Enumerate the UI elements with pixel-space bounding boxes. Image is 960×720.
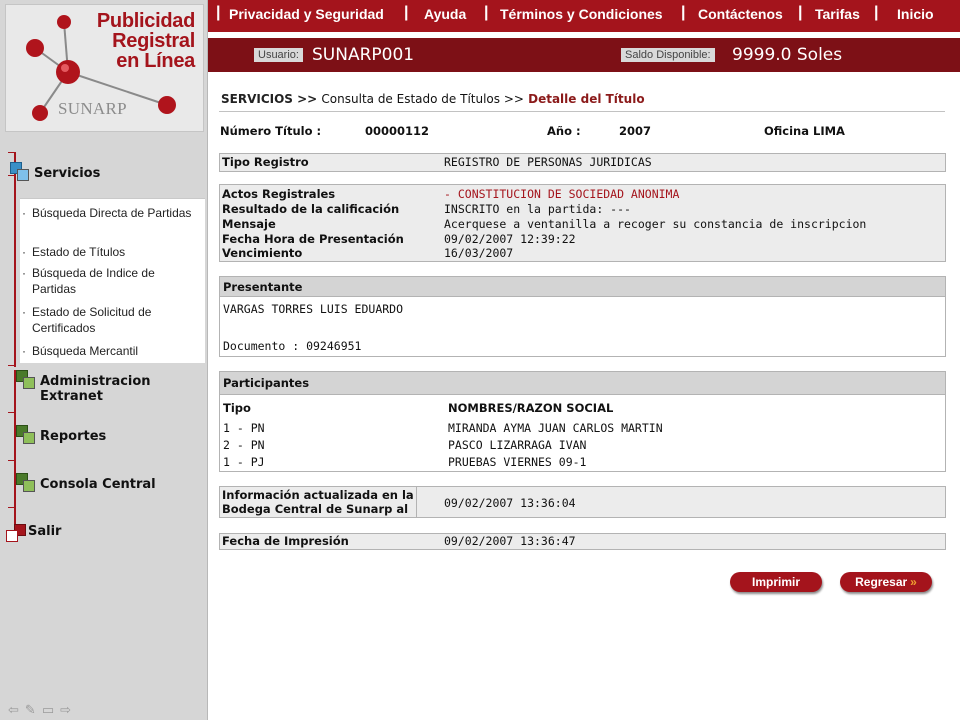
- tipo-registro-box: [219, 153, 946, 172]
- menu-servicios-label: Servicios: [34, 166, 101, 181]
- resultado-value: INSCRITO en la partida: ---: [444, 202, 631, 216]
- sidebar: [0, 0, 208, 720]
- nav-separator: |: [874, 4, 879, 21]
- participante-tipo: 1 - PJ: [223, 455, 265, 469]
- nav-contactenos[interactable]: Contáctenos: [698, 6, 783, 22]
- participantes-box: [219, 371, 946, 472]
- menu-consola-label: Consola Central: [40, 477, 156, 492]
- actos-registrales-box: [219, 184, 946, 262]
- pencil-icon[interactable]: ✎: [24, 703, 42, 718]
- logo-title: [77, 11, 195, 71]
- blue-squares-icon: [10, 162, 28, 180]
- green-squares-icon: [16, 425, 34, 443]
- submenu-item-label: Estado de Solicitud de Certificados: [32, 305, 152, 335]
- mensaje-label: Mensaje: [222, 217, 276, 231]
- impresion-label: Fecha de Impresión: [222, 534, 349, 548]
- actos-label: Actos Registrales: [222, 187, 336, 201]
- logo-line-3: en Línea: [116, 50, 195, 72]
- servicios-submenu: [20, 198, 205, 363]
- submenu-busqueda-mercantil[interactable]: [22, 343, 197, 359]
- regresar-label: Regresar: [855, 575, 908, 589]
- presentante-documento: Documento : 09246951: [223, 339, 362, 353]
- participante-nombre: PASCO LIZARRAGA IVAN: [448, 438, 587, 452]
- vencimiento-label: Vencimiento: [222, 246, 303, 260]
- nav-tarifas[interactable]: Tarifas: [815, 6, 860, 22]
- actualizacion-label-1: Información actualizada en la: [222, 488, 414, 502]
- submenu-item-label: Búsqueda Directa de Partidas: [32, 206, 192, 220]
- numero-titulo-label: Número Título :: [220, 124, 322, 138]
- presentante-box: [219, 276, 946, 357]
- fecha-presentacion-value: 09/02/2007 12:39:22: [444, 232, 576, 246]
- bullet-icon: ·: [22, 305, 26, 319]
- red-squares-icon: [4, 520, 22, 538]
- menu-administracion-line1: Administracion: [40, 374, 151, 389]
- menu-icon[interactable]: ▭: [41, 703, 61, 718]
- bullet-icon: ·: [22, 266, 26, 280]
- resultado-label: Resultado de la calificación: [222, 202, 400, 216]
- mensaje-value: Acerquese a ventanilla a recoger su constancia de inscripcion: [444, 217, 867, 231]
- oficina-value: Oficina LIMA: [764, 124, 845, 138]
- nav-inicio[interactable]: Inicio: [897, 6, 934, 22]
- imprimir-label: Imprimir: [751, 575, 800, 589]
- submenu-item-label: Búsqueda de Indice de Partidas: [32, 266, 155, 296]
- participante-tipo: 2 - PN: [223, 438, 265, 452]
- participante-tipo: 1 - PN: [223, 421, 265, 435]
- fecha-presentacion-label: Fecha Hora de Presentación: [222, 232, 404, 246]
- regresar-button[interactable]: [840, 572, 932, 592]
- actualizacion-label-2: Bodega Central de Sunarp al: [222, 502, 409, 516]
- divider: [219, 111, 945, 112]
- submenu-estado-titulos[interactable]: [22, 244, 197, 260]
- anio-value: 2007: [619, 124, 652, 138]
- double-arrow-icon: »: [910, 575, 917, 589]
- menu-administracion-extranet[interactable]: [16, 370, 151, 404]
- rail-tick: [8, 365, 14, 366]
- actualizacion-box: [219, 486, 946, 518]
- nav-separator: |: [798, 4, 803, 21]
- nav-separator: |: [404, 4, 409, 21]
- bullet-icon: ·: [22, 344, 26, 358]
- numero-titulo-value: 00000112: [365, 124, 430, 138]
- nav-privacidad[interactable]: Privacidad y Seguridad: [229, 6, 384, 22]
- user-value: SUNARP001: [312, 45, 415, 65]
- participantes-header: [220, 372, 945, 395]
- bullet-icon: ·: [22, 206, 26, 220]
- col-nombre-header: NOMBRES/RAZON SOCIAL: [448, 401, 614, 415]
- footer-nav-icons: [8, 703, 77, 718]
- vencimiento-value: 16/03/2007: [444, 246, 514, 260]
- green-squares-icon: [16, 473, 34, 491]
- nav-ayuda[interactable]: Ayuda: [424, 6, 467, 22]
- arrow-right-icon[interactable]: ⇨: [60, 703, 78, 718]
- logo-line-2: Registral: [112, 30, 195, 52]
- logo-subtitle: SUNARP: [58, 99, 127, 118]
- presentante-title: Presentante: [223, 280, 303, 294]
- rail-tick: [8, 152, 14, 153]
- actos-value: - CONSTITUCION DE SOCIEDAD ANONIMA: [444, 187, 680, 201]
- submenu-item-label: Búsqueda Mercantil: [32, 344, 139, 358]
- green-squares-icon: [16, 370, 34, 388]
- menu-administracion-line2: Extranet: [40, 389, 103, 404]
- menu-administracion-label: [40, 374, 151, 404]
- rail-tick: [8, 412, 14, 413]
- participantes-title: Participantes: [223, 376, 310, 390]
- bullet-icon: ·: [22, 245, 26, 259]
- submenu-busqueda-directa[interactable]: [22, 205, 197, 221]
- menu-rail: [14, 152, 16, 367]
- presentante-header: [220, 277, 945, 297]
- nav-separator: |: [484, 4, 489, 21]
- arrow-left-icon[interactable]: ⇦: [8, 703, 25, 718]
- menu-consola-central[interactable]: [16, 473, 156, 492]
- menu-salir[interactable]: [4, 520, 61, 539]
- menu-reportes-label: Reportes: [40, 429, 107, 444]
- rail-tick: [8, 460, 14, 461]
- breadcrumb-current: Detalle del Título: [528, 92, 645, 106]
- sunarp-logo[interactable]: [5, 4, 204, 132]
- anio-label: Año :: [547, 124, 581, 138]
- presentante-name: VARGAS TORRES LUIS EDUARDO: [223, 302, 404, 316]
- nav-separator: |: [681, 4, 686, 21]
- submenu-busqueda-indice[interactable]: [22, 265, 197, 297]
- nav-terminos[interactable]: Términos y Condiciones: [500, 6, 663, 22]
- tipo-registro-value: REGISTRO DE PERSONAS JURIDICAS: [444, 155, 652, 169]
- breadcrumb-servicios[interactable]: SERVICIOS >>: [221, 92, 318, 106]
- logo-line-1: Publicidad: [96, 10, 195, 32]
- participante-nombre: MIRANDA AYMA JUAN CARLOS MARTIN: [448, 421, 663, 435]
- breadcrumb-consulta[interactable]: Consulta de Estado de Títulos >>: [321, 92, 524, 106]
- actualizacion-value: 09/02/2007 13:36:04: [444, 496, 576, 510]
- breadcrumb: [221, 92, 645, 106]
- balance-label: Saldo Disponible:: [621, 48, 715, 62]
- nav-separator: |: [216, 4, 221, 21]
- user-info-bar: [208, 38, 960, 72]
- impresion-value: 09/02/2007 13:36:47: [444, 534, 576, 548]
- menu-reportes[interactable]: [16, 425, 106, 444]
- impresion-box: [219, 533, 946, 550]
- tipo-registro-label: Tipo Registro: [222, 155, 309, 169]
- menu-servicios[interactable]: [10, 162, 100, 181]
- participante-nombre: PRUEBAS VIERNES 09-1: [448, 455, 587, 469]
- rail-tick: [8, 507, 14, 508]
- menu-salir-label: Salir: [28, 524, 62, 539]
- top-navigation-bar: [208, 0, 960, 32]
- balance-value: 9999.0 Soles: [732, 45, 843, 65]
- col-tipo-header: Tipo: [223, 401, 251, 415]
- submenu-estado-solicitud[interactable]: [22, 304, 197, 336]
- submenu-item-label: Estado de Títulos: [32, 245, 126, 259]
- user-label: Usuario:: [254, 48, 303, 62]
- imprimir-button[interactable]: [730, 572, 822, 592]
